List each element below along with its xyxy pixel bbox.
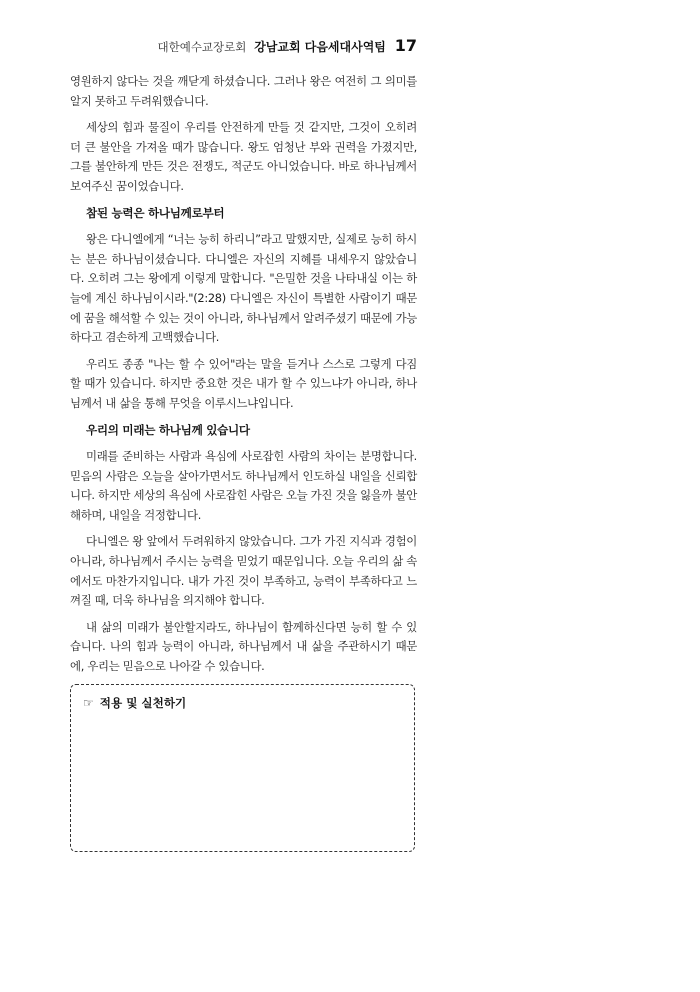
paragraph: 영원하지 않다는 것을 깨닫게 하셨습니다. 그러나 왕은 여전히 그 의미를 알지 못하고 두려워했습니다. [70, 74, 417, 108]
section-heading: 우리의 미래는 하나님께 있습니다 [86, 422, 250, 437]
article-body [70, 72, 417, 677]
paragraph: 왕은 다니엘에게 “너는 능히 하리니”라고 말했지만, 실제로 능히 하시는 분은 하나님이셨습니다. 다니엘은 자신의 지혜를 내세우지 않았습니다. 오히려 그는 왕에게 이렇게 말합니다. "은밀한 것을 나타내실 이는 하늘에 계신 하나님이시라."(2:28) 다니엘은 자신이 특별한 사람이기 때문에 꿈을 해석할 수 있는 것이 아니라, 하나님께서 알려주셨기 때문에 가능하다고 겸손하게 고백했습니다. [70, 232, 417, 345]
paragraph: 내 삶의 미래가 불안할지라도, 하나님이 함께하신다면 능히 할 수 있습니다. 나의 힘과 능력이 아니라, 하나님께서 내 삶을 주관하시기 때문에, 우리는 믿음으로 나아갈 수 있습니다. [70, 619, 417, 674]
section-heading: 참된 능력은 하나님께로부터 [86, 205, 225, 220]
practice-title-text: 적용 및 실천하기 [99, 695, 187, 710]
paragraph: 우리도 종종 "나는 할 수 있어"라는 말을 듣거나 스스로 그렇게 다짐할 때가 있습니다. 하지만 중요한 것은 내가 할 수 있느냐가 아니라, 하나님께서 내 삶을 통해 무엇을 이루시느냐입니다. [70, 356, 417, 410]
page-number: 17 [394, 36, 417, 55]
document-page [70, 32, 417, 852]
practice-box [70, 684, 415, 852]
paragraph: 세상의 힘과 물질이 우리를 안전하게 만들 것 같지만, 그것이 오히려 더 큰 불안을 가져올 때가 많습니다. 왕도 엄청난 부와 권력을 가졌지만, 그를 불안하게 만든 것은 전쟁도, 적군도 아니었습니다. 바로 하나님께서 보여주신 꿈이었습니다. [70, 120, 417, 193]
paragraph: 미래를 준비하는 사람과 욕심에 사로잡힌 사람의 차이는 분명합니다. 믿음의 사람은 오늘을 살아가면서도 하나님께서 인도하실 내일을 신뢰합니다. 하지만 세상의 욕심에 사로잡힌 사람은 오늘 가진 것을 잃을까 불안해하며, 내일을 걱정합니다. [70, 449, 417, 522]
header-organization: 대한예수교장로회 [157, 40, 247, 54]
practice-title [83, 695, 402, 711]
pointing-hand-icon: ☞ [83, 695, 94, 710]
paragraph: 다니엘은 왕 앞에서 두려워하지 않았습니다. 그가 가진 지식과 경험이 아니라, 하나님께서 주시는 능력을 믿었기 때문입니다. 오늘 우리의 삶 속에서도 마찬가지입니다. 내가 가진 것이 부족하고, 능력이 부족하다고 느껴질 때, 더욱 하나님을 의지해야 합니다. [70, 534, 417, 608]
header-department: 강남교회 다음세대사역팀 [254, 40, 386, 54]
running-header [70, 32, 417, 60]
